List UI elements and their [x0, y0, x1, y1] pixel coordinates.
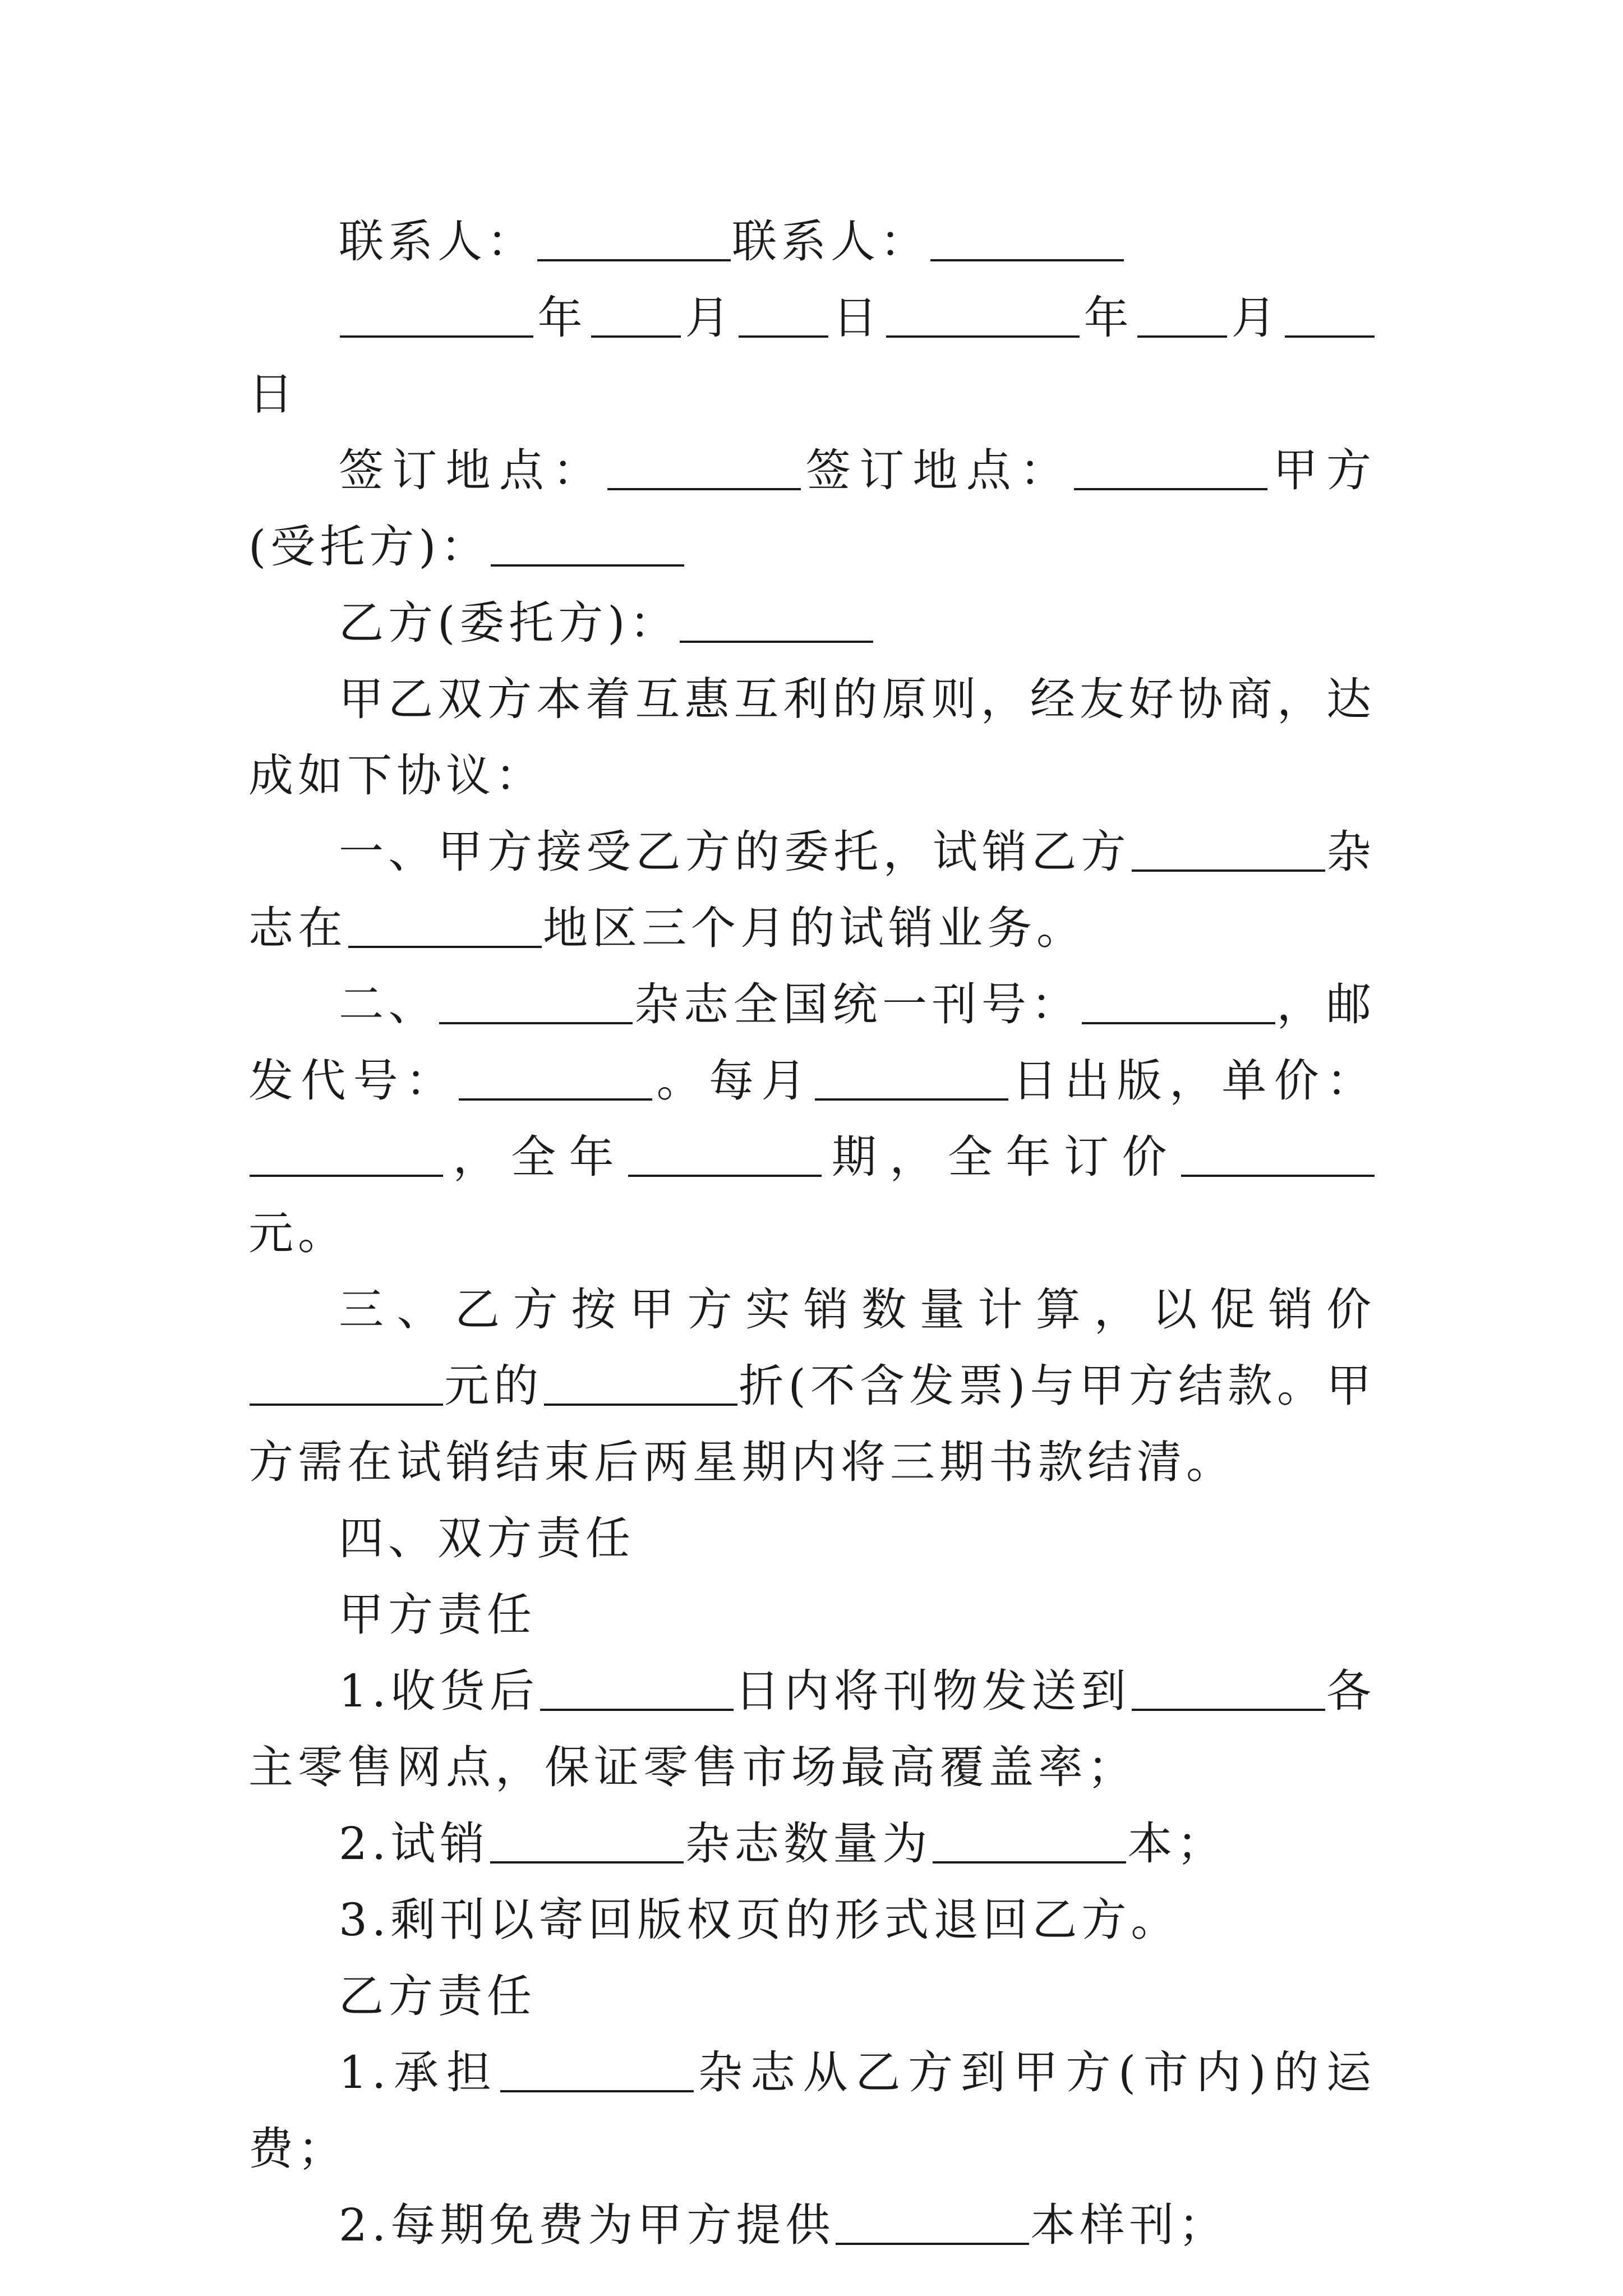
year-label: 年: [534, 292, 590, 344]
day-label: 日: [829, 292, 885, 344]
clause-text: 2.试销: [339, 1818, 490, 1870]
blank-field: [628, 1175, 822, 1177]
clause-text: 一、甲方接受乙方的委托，试销乙方: [339, 826, 1131, 878]
clause-text: ，全年: [444, 1131, 628, 1183]
clause-text: 本样刊；: [1030, 2199, 1228, 2251]
blank-field: [1074, 488, 1267, 490]
blank-field: [1132, 869, 1325, 872]
clause-text: 二、: [339, 978, 438, 1030]
contract-body: [248, 204, 1376, 2263]
party-a-duty-heading: 甲方责任: [339, 1589, 536, 1641]
party-a-label-start: 甲方(受托: [248, 444, 1376, 573]
signing-place-label: 签订地点：: [801, 444, 1073, 496]
contact-label-b: 联系人：: [732, 215, 929, 268]
clause-text: 折(不含发票)与甲方结款。甲方需在试销结束后两星期内将三期书款结清。: [248, 1360, 1376, 1488]
clause-text: 2.每期免费为甲方提供: [339, 2199, 835, 2251]
blank-field: [1137, 335, 1227, 338]
clause-text: 1.承担: [339, 2046, 499, 2099]
intro-paragraph: 甲乙双方本着互惠互利的原则，经友好协商，达成如下协议：: [248, 673, 1376, 802]
clause-text: 杂志从乙方到甲方(市内)的运费；: [248, 2046, 1376, 2175]
clause-text: 杂志数量为: [685, 1818, 932, 1870]
clause-text: 本；: [1127, 1818, 1227, 1870]
clause-text: 元的: [444, 1360, 543, 1412]
year-label: 年: [1081, 292, 1136, 344]
clause-text: ，邮发代号：: [248, 978, 1376, 1107]
party-b-duty-heading: 乙方责任: [339, 1970, 536, 2022]
party-b-duty-1: [248, 2035, 1376, 2187]
blank-field: [250, 1175, 443, 1177]
blank-field: [680, 641, 873, 643]
clause-3: [248, 1272, 1376, 1501]
clause-text: 日内将刊物发送到: [735, 1665, 1131, 1717]
blank-field: [607, 488, 801, 490]
blank-field: [500, 2090, 694, 2092]
party-b-duty-2: [248, 2187, 1376, 2263]
party-b-line: [248, 585, 1376, 661]
party-a-label-end: 方)：: [369, 521, 490, 573]
blank-field: [340, 335, 533, 338]
clause-text: 各主零售网点，保证零售市场最高覆盖率；: [248, 1665, 1376, 1793]
blank-field: [544, 1404, 737, 1406]
clause-2: [248, 967, 1376, 1272]
month-label: 月: [682, 292, 737, 344]
blank-field: [1285, 335, 1375, 338]
clause-text: 地区三个月的试销业务。: [543, 902, 1086, 954]
blank-field: [491, 564, 684, 567]
clause-text: 。每月: [653, 1055, 814, 1107]
blank-field: [348, 946, 542, 948]
clause-text: 杂志全国统一刊号：: [634, 978, 1081, 1030]
blank-field: [933, 1861, 1126, 1864]
blank-field: [1132, 1709, 1325, 1711]
blank-field: [930, 259, 1124, 261]
contact-line: [248, 204, 1376, 280]
clause-1: [248, 814, 1376, 967]
party-a-duty-3: 3.剩刊以寄回版权页的形式退回乙方。: [339, 1894, 1181, 1946]
party-a-duty-2: [248, 1806, 1376, 1882]
blank-field: [836, 2243, 1029, 2245]
day-label: 日: [248, 368, 298, 420]
clause-text: 元。: [248, 1207, 347, 1259]
blank-field: [540, 1709, 734, 1711]
blank-field: [439, 1022, 633, 1024]
clause-text: 1.收货后: [339, 1665, 540, 1717]
month-label: 月: [1228, 292, 1284, 344]
blank-field: [250, 1404, 443, 1406]
date-line: [248, 280, 1376, 432]
clause-text: 三、乙方按甲方实销数量计算，以促销价: [339, 1283, 1376, 1336]
blank-field: [815, 1098, 1008, 1101]
blank-field: [886, 335, 1080, 338]
blank-field: [459, 1098, 652, 1101]
blank-field: [1181, 1175, 1375, 1177]
clause-text: 日出版，单价：: [1009, 1055, 1376, 1107]
blank-field: [591, 335, 681, 338]
party-a-duty-1: [248, 1653, 1376, 1806]
blank-field: [490, 1861, 684, 1864]
blank-field: [537, 259, 731, 261]
clause-text: 期，全年订价: [823, 1131, 1181, 1183]
clause-text: 杂志在: [248, 826, 1376, 954]
contact-label-a: 联系人：: [339, 215, 536, 268]
party-b-label: 乙方(委托方)：: [339, 597, 679, 649]
blank-field: [739, 335, 828, 338]
clause-4-heading: 四、双方责任: [339, 1512, 635, 1565]
blank-field: [1082, 1022, 1275, 1024]
signing-place-line: [248, 432, 1376, 585]
signing-place-label: 签订地点：: [339, 444, 606, 496]
